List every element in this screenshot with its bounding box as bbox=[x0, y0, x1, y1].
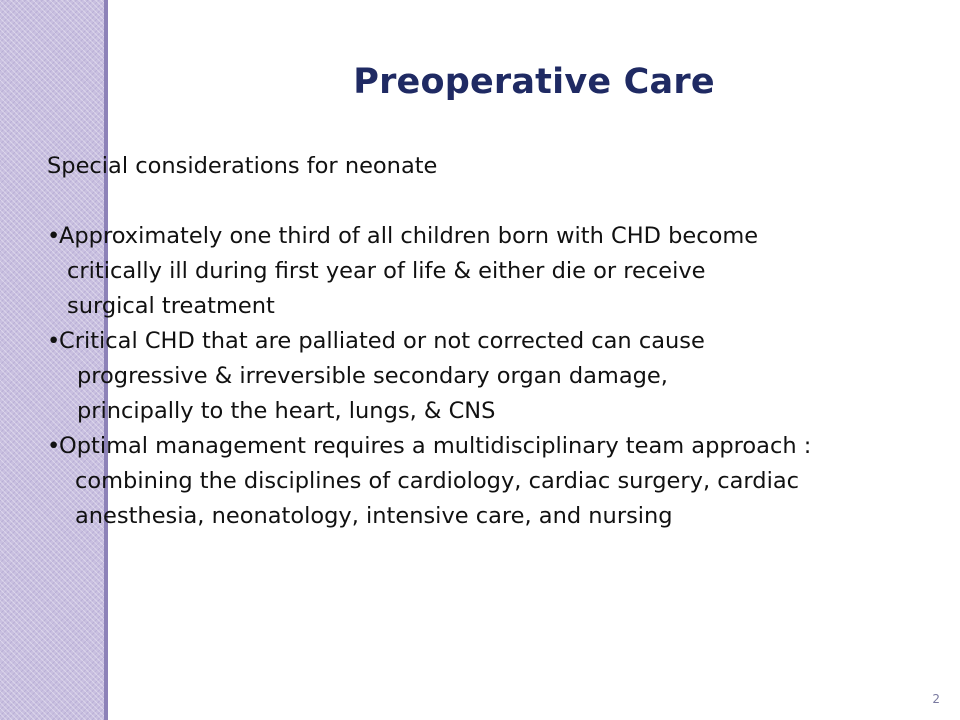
bullet-line: progressive & irreversible secondary organ damage, bbox=[77, 363, 668, 389]
bullet-line: Critical CHD that are palliated or not corrected can cause bbox=[59, 328, 705, 354]
page-number: 2 bbox=[932, 692, 940, 706]
bullet-item bbox=[47, 429, 937, 534]
slide-content bbox=[47, 149, 937, 534]
bullet-line: anesthesia, neonatology, intensive care, and nursing bbox=[75, 503, 673, 529]
bullet-line: Approximately one third of all children born with CHD become bbox=[59, 223, 759, 249]
bullet-item bbox=[47, 219, 937, 324]
bullet-icon: • bbox=[47, 223, 61, 249]
bullet-line: combining the disciplines of cardiology, cardiac surgery, cardiac bbox=[75, 468, 799, 494]
bullet-icon: • bbox=[47, 433, 61, 459]
spacer bbox=[47, 184, 937, 219]
bullet-line: Optimal management requires a multidisciplinary team approach : bbox=[59, 433, 812, 459]
bullet-line: principally to the heart, lungs, & CNS bbox=[77, 398, 496, 424]
bullet-icon: • bbox=[47, 328, 61, 354]
slide-title: Preoperative Care bbox=[353, 62, 715, 102]
bullet-item bbox=[47, 324, 937, 429]
bullet-line: surgical treatment bbox=[67, 293, 275, 319]
bullet-line: critically ill during first year of life & either die or receive bbox=[67, 258, 706, 284]
slide-subtitle: Special considerations for neonate bbox=[47, 153, 438, 179]
